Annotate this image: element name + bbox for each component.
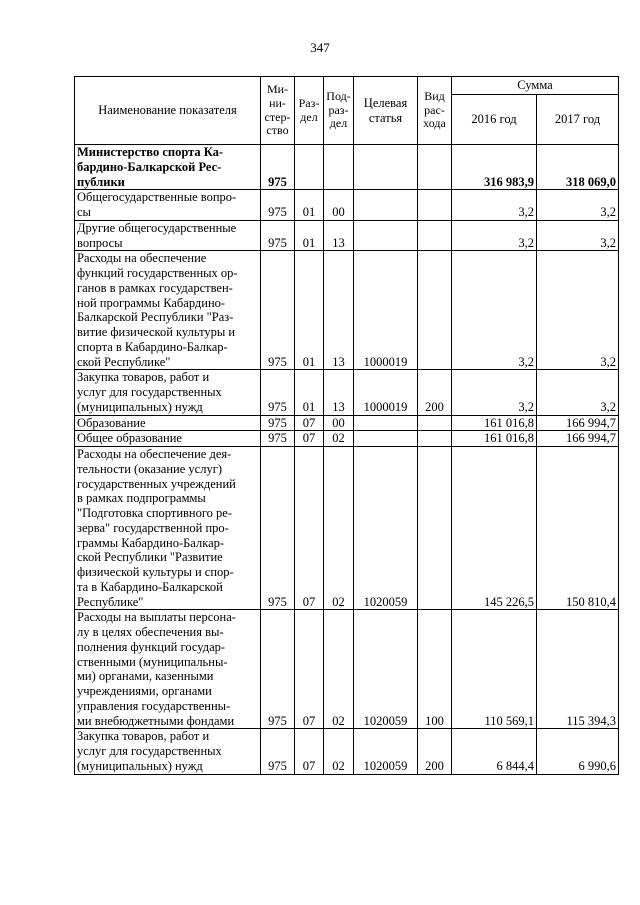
row-ministry: 975: [261, 190, 295, 221]
row-ministry: 975: [261, 447, 295, 610]
row-sum-2017: 3,2: [537, 220, 619, 251]
row-target: 1000019: [354, 370, 418, 415]
row-ministry: 975: [261, 729, 295, 774]
row-sum-2016: 161 016,8: [452, 431, 537, 447]
row-expense-type: 200: [418, 370, 452, 415]
row-expense-type: [418, 431, 452, 447]
row-sum-2017: 150 810,4: [537, 447, 619, 610]
row-sum-2016: 110 569,1: [452, 610, 537, 729]
row-sum-2017: 318 069,0: [537, 145, 619, 190]
row-name: Расходы на обеспечение функций государственных ор- ганов в рамках государствен- ной программы Кабардино- Балкарской Республики "Раз- витие физической культуры и спорта в Кабардино-Балкар- ской Республике": [75, 251, 261, 370]
header-year-2016: 2016 год: [452, 95, 537, 145]
row-sum-2016: 161 016,8: [452, 415, 537, 431]
row-sum-2017: 3,2: [537, 370, 619, 415]
table-row: [75, 370, 619, 415]
row-subsection: 13: [324, 251, 354, 370]
table-row: [75, 220, 619, 251]
row-sum-2016: 3,2: [452, 251, 537, 370]
row-section: 07: [295, 415, 324, 431]
row-target: 1020059: [354, 447, 418, 610]
row-expense-type: 100: [418, 610, 452, 729]
row-sum-2017: 115 394,3: [537, 610, 619, 729]
row-sum-2017: 3,2: [537, 190, 619, 221]
row-ministry: 975: [261, 415, 295, 431]
row-subsection: 02: [324, 729, 354, 774]
table-row: [75, 415, 619, 431]
header-section: Раз- дел: [295, 77, 324, 145]
row-subsection: 02: [324, 447, 354, 610]
row-section: 01: [295, 370, 324, 415]
row-ministry: 975: [261, 145, 295, 190]
row-ministry: 975: [261, 220, 295, 251]
header-expense-type: Вид рас- хода: [418, 77, 452, 145]
page-number: 347: [310, 40, 330, 55]
row-name: Другие общегосударственные вопросы: [75, 220, 261, 251]
row-section: 07: [295, 447, 324, 610]
row-subsection: 00: [324, 415, 354, 431]
row-name: Министерство спорта Ка- бардино-Балкарской Рес- публики: [75, 145, 261, 190]
row-ministry: 975: [261, 610, 295, 729]
row-expense-type: [418, 251, 452, 370]
row-sum-2016: 3,2: [452, 220, 537, 251]
row-ministry: 975: [261, 431, 295, 447]
row-section: 07: [295, 431, 324, 447]
row-subsection: 02: [324, 610, 354, 729]
row-expense-type: [418, 220, 452, 251]
row-sum-2016: 145 226,5: [452, 447, 537, 610]
row-name: Общее образование: [75, 431, 261, 447]
row-name: Расходы на выплаты персона- лу в целях обеспечения вы- полнения функций государ- ственными (муниципальны- ми) органами, казенными учреждениями, органами управления государственны- ми внебюджетными фондами: [75, 610, 261, 729]
row-target: 1020059: [354, 610, 418, 729]
budget-table: [74, 76, 619, 775]
row-name: Закупка товаров, работ и услуг для государственных (муниципальных) нужд: [75, 370, 261, 415]
row-ministry: 975: [261, 370, 295, 415]
header-target: Целевая статья: [354, 77, 418, 145]
row-section: 07: [295, 610, 324, 729]
row-expense-type: [418, 447, 452, 610]
row-subsection: 13: [324, 370, 354, 415]
row-section: 01: [295, 190, 324, 221]
row-section: 01: [295, 220, 324, 251]
table-row: [75, 447, 619, 610]
row-sum-2017: 6 990,6: [537, 729, 619, 774]
row-target: [354, 415, 418, 431]
table-row: [75, 431, 619, 447]
header-subsection: Под- раз- дел: [324, 77, 354, 145]
row-sum-2017: 3,2: [537, 251, 619, 370]
header-year-2017: 2017 год: [537, 95, 619, 145]
row-target: 1020059: [354, 729, 418, 774]
row-sum-2017: 166 994,7: [537, 431, 619, 447]
row-name: Закупка товаров, работ и услуг для государственных (муниципальных) нужд: [75, 729, 261, 774]
row-expense-type: [418, 190, 452, 221]
table-row: [75, 145, 619, 190]
header-sum: Сумма: [452, 77, 619, 95]
row-section: 01: [295, 251, 324, 370]
row-name: Общегосударственные вопро- сы: [75, 190, 261, 221]
table-row: [75, 610, 619, 729]
row-section: 07: [295, 729, 324, 774]
row-target: [354, 431, 418, 447]
table-row: [75, 729, 619, 774]
row-name: Расходы на обеспечение дея- тельности (оказание услуг) государственных учреждений в рамках подпрограммы "Подготовка спортивного ре- зерва" государственной про- граммы Кабардино-Балкар- ской Республики "Развитие физической культуры и спор- та в Кабардино-Балкарской Республике": [75, 447, 261, 610]
header-ministry: Ми- ни- стер- ство: [261, 77, 295, 145]
row-sum-2016: 3,2: [452, 190, 537, 221]
row-expense-type: [418, 145, 452, 190]
row-sum-2016: 3,2: [452, 370, 537, 415]
row-sum-2016: 6 844,4: [452, 729, 537, 774]
row-expense-type: 200: [418, 729, 452, 774]
header-name: Наименование показателя: [75, 77, 261, 145]
row-sum-2017: 166 994,7: [537, 415, 619, 431]
row-name: Образование: [75, 415, 261, 431]
row-subsection: 00: [324, 190, 354, 221]
row-ministry: 975: [261, 251, 295, 370]
row-target: [354, 145, 418, 190]
row-sum-2016: 316 983,9: [452, 145, 537, 190]
row-subsection: 02: [324, 431, 354, 447]
row-subsection: 13: [324, 220, 354, 251]
row-section: [295, 145, 324, 190]
table-row: [75, 251, 619, 370]
row-target: 1000019: [354, 251, 418, 370]
row-target: [354, 190, 418, 221]
row-expense-type: [418, 415, 452, 431]
row-subsection: [324, 145, 354, 190]
row-target: [354, 220, 418, 251]
table-row: [75, 190, 619, 221]
